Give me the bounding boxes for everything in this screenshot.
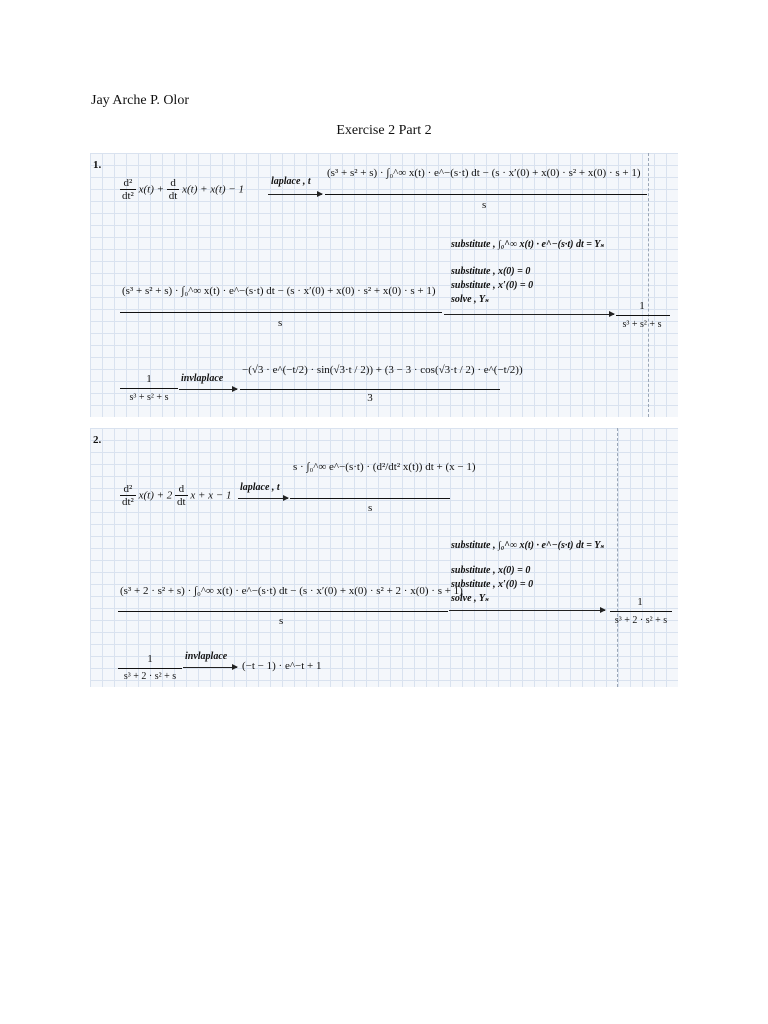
laplace-result-numerator: (s³ + s² + s) · ∫₀^∞ x(t) · e^−(s·t) dt − (s · x′(0) + x(0) · s² + x(0) · s + 1) <box>327 167 641 179</box>
inverse-input-denominator: s³ + s² + s <box>129 392 169 403</box>
page-title: Exercise 2 Part 2 <box>336 123 432 138</box>
substitute-integral: substitute , ∫₀^∞ x(t) · e^−(s·t) dt = Yₛ <box>451 540 605 551</box>
substitute-integral: substitute , ∫₀^∞ x(t) · e^−(s·t) dt = Yₛ <box>451 239 605 250</box>
fraction-bar <box>118 668 182 669</box>
d-numerator: d <box>170 177 176 189</box>
fraction-bar <box>610 611 672 612</box>
fraction-bar <box>118 611 448 612</box>
solve-ys: solve , Yₛ <box>451 593 489 604</box>
author-name: Jay Arche P. Olor <box>91 93 189 108</box>
d2-numerator: d² <box>123 483 133 495</box>
fraction-bar <box>290 498 450 499</box>
laplace-result-denominator: s <box>368 502 373 514</box>
symbolic-arrow <box>444 314 614 315</box>
ode-expression[interactable] <box>120 484 231 508</box>
symbolic-arrow <box>179 389 237 390</box>
substitute-x0: substitute , x(0) = 0 <box>451 565 531 576</box>
expression-2-denominator: s <box>278 317 283 329</box>
dt-denominator: dt <box>168 190 178 202</box>
substitute-xprime0: substitute , x′(0) = 0 <box>451 579 534 590</box>
ode-term: x(t) + <box>138 183 167 196</box>
fraction-bar <box>240 389 500 390</box>
inverse-result-numerator: −(√3 · e^(−t/2) · sin(√3·t / 2)) + (3 − 3 · cos(√3·t / 2) · e^(−t/2)) <box>242 364 523 376</box>
worksheet-problem-2[interactable] <box>90 428 678 687</box>
symbolic-arrow <box>449 610 605 611</box>
laplace-operator: laplace , t <box>240 482 280 493</box>
expression-2-denominator: s <box>279 615 284 627</box>
inverse-input-numerator: 1 <box>146 373 152 385</box>
result-numerator: 1 <box>637 596 643 608</box>
dt-denominator: dt <box>177 496 186 508</box>
page-boundary-line <box>648 153 649 417</box>
solve-ys: solve , Yₛ <box>451 294 489 305</box>
fraction-bar <box>120 312 442 313</box>
inverse-input-numerator: 1 <box>147 653 153 665</box>
inverse-input-denominator: s³ + 2 · s² + s <box>123 671 177 682</box>
fraction-bar <box>325 194 647 195</box>
worksheet-problem-1[interactable] <box>90 153 678 417</box>
inverse-result: (−t − 1) · e^−t + 1 <box>242 660 322 672</box>
d2-numerator: d² <box>123 177 133 189</box>
laplace-result-numerator: s · ∫₀^∞ e^−(s·t) · (d²/dt² x(t)) dt + (x − 1) <box>293 461 476 473</box>
symbolic-arrow <box>238 498 288 499</box>
result-denominator: s³ + 2 · s² + s <box>614 615 668 626</box>
expression-2-numerator: (s³ + s² + s) · ∫₀^∞ x(t) · e^−(s·t) dt − (s · x′(0) + x(0) · s² + x(0) · s + 1) <box>122 285 436 297</box>
expression-2-numerator: (s³ + 2 · s² + s) · ∫₀^∞ x(t) · e^−(s·t) dt − (s · x′(0) + x(0) · s² + 2 · x(0) · s + 1) <box>120 585 463 597</box>
symbolic-arrow <box>183 667 237 668</box>
laplace-result-denominator: s <box>482 199 487 211</box>
fraction-bar <box>120 388 178 389</box>
result-numerator: 1 <box>639 300 645 312</box>
problem-number: 2. <box>93 434 102 446</box>
result-denominator: s³ + s² + s <box>622 319 662 330</box>
ode-tail: x + x − 1 <box>190 489 232 502</box>
invlaplace-operator: invlaplace <box>181 373 224 384</box>
symbolic-arrow <box>268 194 322 195</box>
ode-expression[interactable] <box>120 178 244 202</box>
dt2-denominator: dt² <box>122 496 134 508</box>
ode-term: x(t) + 2 <box>138 489 173 502</box>
d-numerator: d <box>178 483 185 495</box>
dt2-denominator: dt² <box>122 190 134 202</box>
page-boundary-line <box>617 428 618 687</box>
invlaplace-operator: invlaplace <box>185 651 228 662</box>
inverse-result-denominator: 3 <box>367 392 373 404</box>
substitute-x0: substitute , x(0) = 0 <box>451 266 531 277</box>
problem-number: 1. <box>93 159 102 171</box>
fraction-bar <box>616 315 670 316</box>
laplace-operator: laplace , t <box>271 176 311 187</box>
ode-tail: x(t) + x(t) − 1 <box>182 183 244 196</box>
substitute-xprime0: substitute , x′(0) = 0 <box>451 280 534 291</box>
